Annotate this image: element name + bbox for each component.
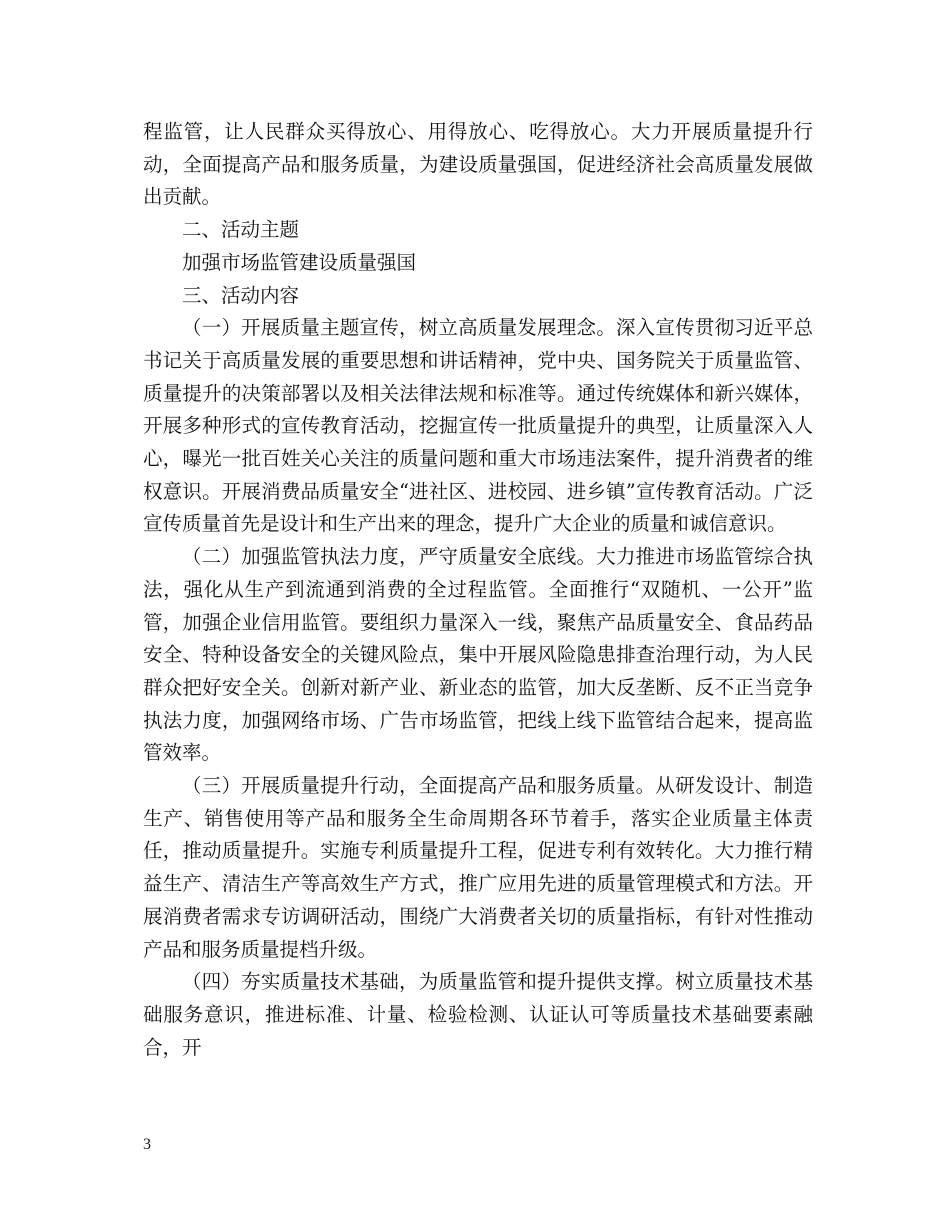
paragraph-item-2: （二）加强监管执法力度，严守质量安全底线。大力推进市场监管综合执法，强化从生产到流通到消费的全过程监管。全面推行“双随机、一公开”监管，加强企业信用监管。要组织力量深入一线，聚焦产品质量安全、食品药品安全、特种设备安全的关键风险点，集中开展风险隐患排查治理行动，为人民群众把好安全关。创新对新产业、新业态的监管，加大反垄断、反不正当竞争执法力度，加强网络市场、广告市场监管，把线上线下监管结合起来，提高监管效率。	[143, 545, 813, 765]
paragraph-item-4: （四）夯实质量技术基础，为质量监管和提升提供支撑。树立质量技术基础服务意识，推进标准、计量、检验检测、认证认可等质量技术基础要素融合，开	[143, 970, 813, 1059]
paragraph-continuation: 程监管，让人民群众买得放心、用得放心、吃得放心。大力开展质量提升行动，全面提高产品和服务质量，为建设质量强国，促进经济社会高质量发展做出贡献。	[143, 120, 813, 209]
section-heading-content: 三、活动内容	[182, 283, 300, 307]
theme-text: 加强市场监管建设质量强国	[182, 250, 417, 274]
paragraph-item-1: （一）开展质量主题宣传，树立高质量发展理念。深入宣传贯彻习近平总书记关于高质量发展的重要思想和讲话精神，党中央、国务院关于质量监管、质量提升的决策部署以及相关法律法规和标准等。通过传统媒体和新兴媒体，开展多种形式的宣传教育活动，挖掘宣传一批质量提升的典型，让质量深入人心，曝光一批百姓关心关注的质量问题和重大市场违法案件，提升消费者的维权意识。开展消费品质量安全“进社区、进校园、进乡镇”宣传教育活动。广泛宣传质量首先是设计和生产出来的理念，提升广大企业的质量和诚信意识。	[143, 316, 813, 536]
paragraph-item-3: （三）开展质量提升行动，全面提高产品和服务质量。从研发设计、制造生产、销售使用等产品和服务全生命周期各环节着手，落实企业质量主体责任，推动质量提升。实施专利质量提升工程，促进专利有效转化。大力推行精益生产、清洁生产等高效生产方式，推广应用先进的质量管理模式和方法。开展消费者需求专访调研活动，围绕广大消费者关切的质量指标，有针对性推动产品和服务质量提档升级。	[143, 774, 813, 961]
page-number: 3	[143, 1136, 151, 1153]
section-heading-theme: 二、活动主题	[182, 218, 300, 242]
document-body	[143, 116, 813, 1064]
